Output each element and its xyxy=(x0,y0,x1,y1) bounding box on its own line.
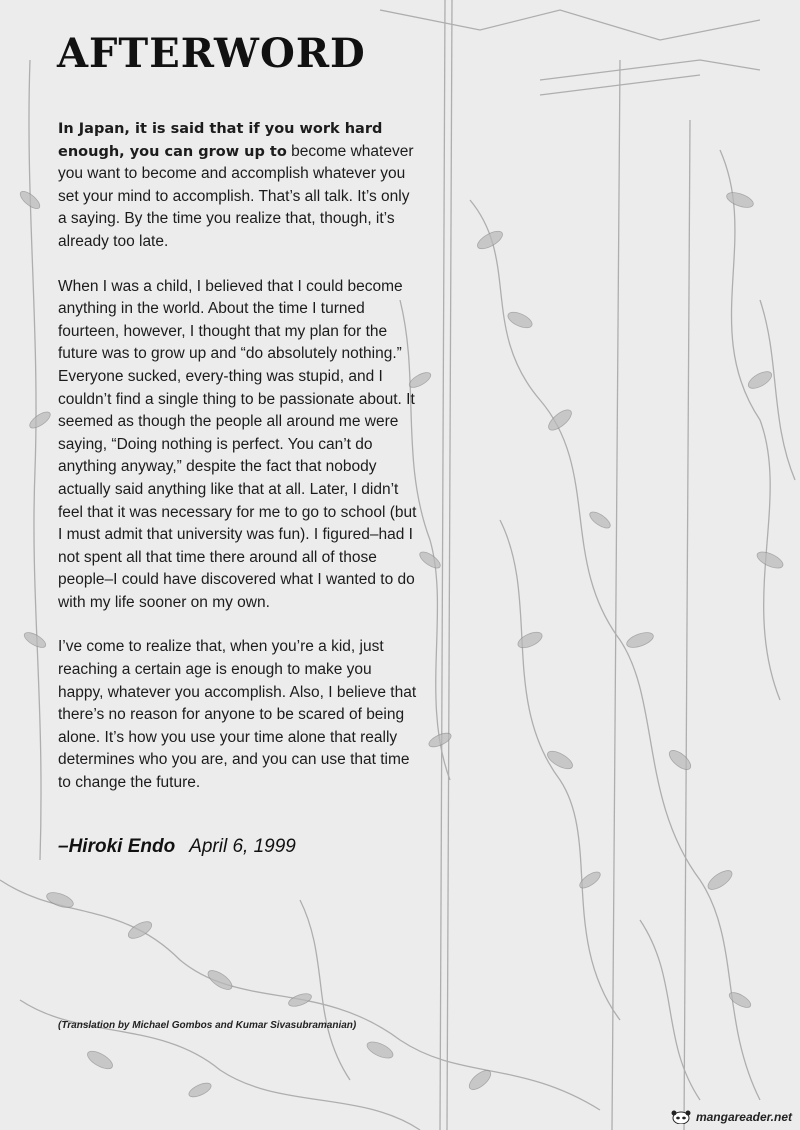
signature xyxy=(58,836,296,858)
watermark-text: mangareader.net xyxy=(695,1110,792,1124)
paragraph-text: become whatever you want to become and accomplish whatever you set your mind to accomplish. That’s all talk. It’s only a saying. By the time you realize that, though, it’s already too late. xyxy=(58,142,414,250)
page-title: AFTERWORD xyxy=(57,30,366,77)
afterword-body xyxy=(58,118,418,817)
paragraph-text: When I was a child, I believed that I could become anything in the world. About the time I turned fourteen, however, I thought that my plan for the future was to grow up and “do absolutely nothing.” Everyone sucked, every-thing was stupid, and I couldn’t find a single thing to be passionate about. It seemed as though the people all around me were saying, “Doing nothing is perfect. You can’t do anything anyway,” despite the fact that nobody actually said anything like that at all. Later, I didn’t feel that it was necessary for me to go to school (but I must admit that university was fun). I figured–had I not spent all that time there around all of those people–I could have discovered what I wanted to do with my life sooner on my own. xyxy=(58,277,417,611)
paragraph-2 xyxy=(58,276,418,615)
paragraph-text: I’ve come to realize that, when you’re a kid, just reaching a certain age is enough to make you happy, whatever you accomplish. Also, I believe that there’s no reason for anyone to be scared of being alone. It’s how you use your time alone that really determines who you are, and you can use that time to change the future. xyxy=(58,638,417,792)
paragraph-3 xyxy=(58,636,418,794)
signature-date: April 6, 1999 xyxy=(189,836,296,857)
paragraph-lead: In Japan, it is said that if you work hard enough, you can grow up to xyxy=(58,121,383,160)
panda-head-icon xyxy=(670,1110,692,1124)
paragraph-1 xyxy=(58,118,418,254)
signature-author: –Hiroki Endo xyxy=(58,836,176,857)
translation-credit: (Translation by Michael Gombos and Kumar Sivasubramanian) xyxy=(58,1020,357,1031)
site-watermark xyxy=(670,1110,792,1124)
